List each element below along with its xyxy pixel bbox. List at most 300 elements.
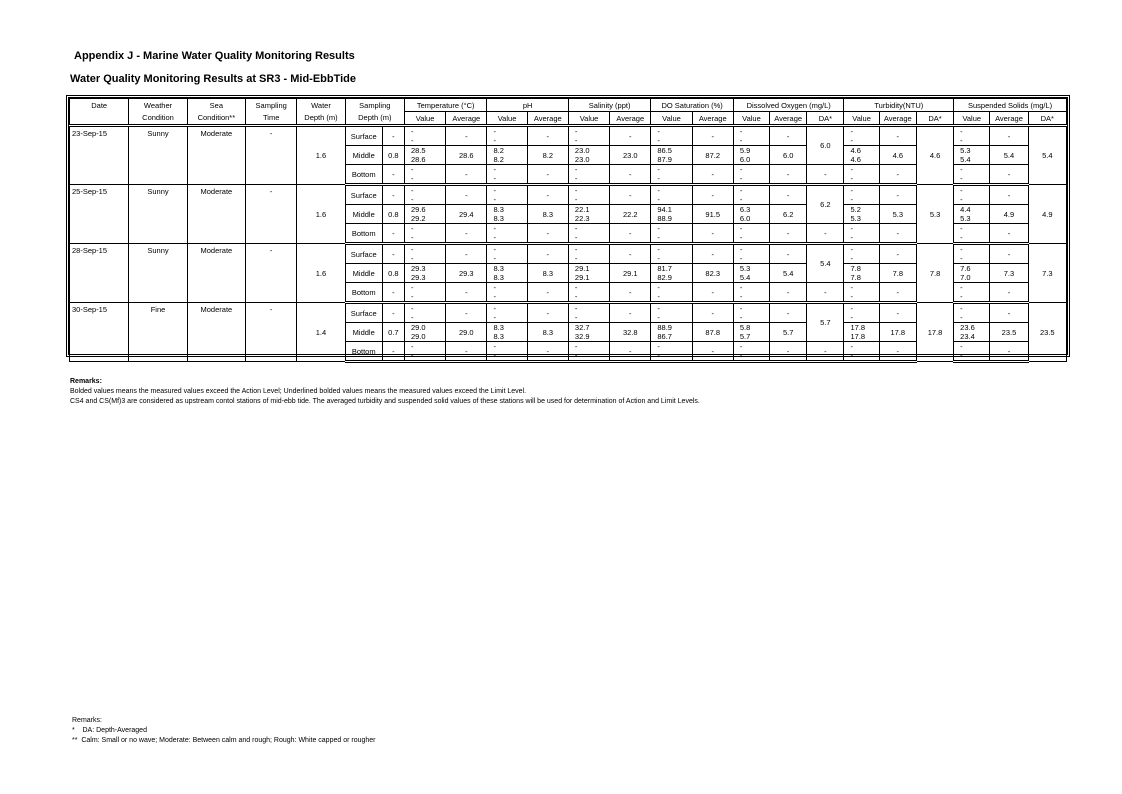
replicate-value: 7.0 (960, 273, 971, 282)
average-cell: 6.2 (770, 205, 807, 224)
value-pair-cell (404, 342, 445, 362)
header-ph: pH (487, 99, 568, 112)
table-row (70, 185, 1067, 205)
value-pair-cell (651, 224, 692, 244)
replicate-value: - (410, 186, 414, 195)
replicate-value: 6.0 (739, 155, 751, 164)
value-pair-cell (568, 264, 609, 283)
average-cell: - (610, 244, 651, 264)
average-cell: 5.7 (770, 323, 807, 342)
average-cell: - (446, 283, 487, 303)
subheader-cell: Value (568, 112, 609, 126)
replicate-value: - (657, 254, 660, 263)
replicate-value: - (493, 127, 496, 136)
average-cell: - (990, 165, 1028, 185)
replicate-value: - (410, 136, 414, 145)
average-cell: - (527, 224, 568, 244)
replicate-value: - (960, 174, 963, 183)
average-cell: 22.2 (610, 205, 651, 224)
replicate-value: - (493, 245, 496, 254)
replicate-value: 6.3 (739, 205, 751, 214)
replicate-value: - (574, 351, 578, 360)
depth-average-cell: 17.8 (916, 303, 953, 362)
average-cell: 8.3 (527, 323, 568, 342)
depth-cell: - (382, 244, 404, 264)
value-pair-cell (844, 224, 879, 244)
replicate-value: 4.6 (850, 146, 861, 155)
replicate-value: - (960, 245, 963, 254)
replicate-value: - (574, 165, 578, 174)
replicate-value: - (739, 174, 743, 183)
replicate-value: - (960, 351, 963, 360)
replicate-value: - (739, 186, 743, 195)
value-pair-cell (568, 126, 609, 146)
value-pair-cell (651, 303, 692, 323)
replicate-value: 6.0 (739, 214, 751, 223)
value-pair-cell (733, 146, 769, 165)
average-cell: 8.3 (527, 205, 568, 224)
replicate-value: - (410, 127, 414, 136)
value-pair-cell (487, 205, 527, 224)
subheader-cell: Depth (m) (297, 112, 345, 126)
replicate-value: - (410, 233, 414, 242)
replicate-value: - (739, 245, 743, 254)
value-pair-cell (733, 323, 769, 342)
replicate-value: - (960, 283, 963, 292)
replicate-value: 8.3 (493, 332, 504, 341)
replicate-value: 8.3 (493, 273, 504, 282)
footnotes-heading: Remarks: (72, 717, 102, 724)
value-pair-cell (844, 205, 879, 224)
value-pair-cell (651, 146, 692, 165)
weather-cell: Sunny (129, 185, 187, 244)
average-cell: - (990, 342, 1028, 362)
value-pair-cell (487, 323, 527, 342)
value-pair-cell (733, 342, 769, 362)
average-cell: 28.6 (446, 146, 487, 165)
table-row (70, 126, 1067, 146)
replicate-value: - (657, 224, 660, 233)
replicate-value: - (493, 313, 496, 322)
value-pair-cell (404, 185, 445, 205)
replicate-value: - (574, 283, 578, 292)
replicate-value: - (410, 304, 414, 313)
replicate-value: - (657, 304, 660, 313)
sampling-time-cell: - (246, 126, 297, 185)
depth-cell: - (382, 185, 404, 205)
average-cell: - (527, 244, 568, 264)
header-temperature: Temperature (°C) (404, 99, 486, 112)
value-pair-cell (651, 185, 692, 205)
depth-average-cell: - (807, 283, 844, 303)
average-cell: - (990, 283, 1028, 303)
depth-cell: - (382, 303, 404, 323)
replicate-value: - (850, 292, 853, 301)
level-cell: Surface (345, 185, 382, 205)
value-pair-cell (954, 205, 990, 224)
value-pair-cell (404, 205, 445, 224)
replicate-value: - (657, 186, 660, 195)
value-pair-cell (568, 205, 609, 224)
value-pair-cell (568, 146, 609, 165)
sea-condition-cell: Moderate (187, 185, 245, 244)
replicate-value: 4.6 (850, 155, 861, 164)
depth-cell: 0.8 (382, 264, 404, 283)
results-table (69, 98, 1067, 363)
value-pair-cell (844, 146, 879, 165)
average-cell: - (770, 224, 807, 244)
sea-condition-cell: Moderate (187, 303, 245, 362)
average-cell: - (692, 244, 733, 264)
average-cell: - (527, 342, 568, 362)
date-cell: 28-Sep-15 (70, 244, 129, 303)
date-cell: 25-Sep-15 (70, 185, 129, 244)
average-cell: 91.5 (692, 205, 733, 224)
replicate-value: - (850, 313, 853, 322)
average-cell: 29.3 (446, 264, 487, 283)
replicate-value: - (657, 245, 660, 254)
average-cell: - (692, 283, 733, 303)
average-cell: - (610, 165, 651, 185)
replicate-value: 5.9 (739, 146, 751, 155)
level-cell: Middle (345, 264, 382, 283)
average-cell: 17.8 (879, 323, 916, 342)
subheader-cell: Average (527, 112, 568, 126)
replicate-value: 86.5 (657, 146, 672, 155)
replicate-value: - (850, 127, 853, 136)
average-cell: 82.3 (692, 264, 733, 283)
value-pair-cell (651, 342, 692, 362)
average-cell: - (692, 342, 733, 362)
average-cell: - (879, 303, 916, 323)
average-cell: - (879, 126, 916, 146)
value-pair-cell (733, 205, 769, 224)
depth-average-cell: 4.9 (1028, 185, 1066, 244)
replicate-value: - (850, 186, 853, 195)
average-cell: 6.0 (770, 146, 807, 165)
replicate-value: 17.8 (850, 332, 866, 341)
value-pair-cell (954, 264, 990, 283)
value-pair-cell (404, 303, 445, 323)
replicate-value: - (410, 245, 414, 254)
average-cell: 32.8 (610, 323, 651, 342)
average-cell: - (610, 224, 651, 244)
subheader-cell: Value (487, 112, 527, 126)
replicate-value: - (657, 174, 660, 183)
depth-cell: - (382, 165, 404, 185)
value-pair-cell (487, 283, 527, 303)
replicate-value: - (410, 254, 414, 263)
water-depth-cell: 1.6 (297, 126, 345, 185)
replicate-value: - (574, 313, 578, 322)
value-pair-cell (954, 146, 990, 165)
weather-cell: Sunny (129, 244, 187, 303)
replicate-value: 17.8 (850, 323, 866, 332)
value-pair-cell (651, 165, 692, 185)
replicate-value: - (574, 304, 578, 313)
value-pair-cell (954, 185, 990, 205)
subheader-cell: Average (610, 112, 651, 126)
depth-cell: - (382, 283, 404, 303)
weather-cell: Sunny (129, 126, 187, 185)
average-cell: 4.9 (990, 205, 1028, 224)
value-pair-cell (568, 323, 609, 342)
level-cell: Middle (345, 205, 382, 224)
average-cell: - (527, 165, 568, 185)
value-pair-cell (733, 185, 769, 205)
value-pair-cell (568, 342, 609, 362)
subheader-cell: Value (954, 112, 990, 126)
replicate-value: - (493, 224, 496, 233)
average-cell: 23.0 (610, 146, 651, 165)
average-cell: 4.6 (879, 146, 916, 165)
table-row (70, 303, 1067, 323)
depth-average-cell: 6.0 (807, 126, 844, 165)
sampling-time-cell: - (246, 185, 297, 244)
average-cell: - (610, 283, 651, 303)
replicate-value: - (960, 136, 963, 145)
replicate-value: 29.0 (410, 332, 426, 341)
replicate-value: 4.4 (960, 205, 971, 214)
replicate-value: - (739, 283, 743, 292)
water-depth-cell: 1.4 (297, 303, 345, 362)
average-cell: - (446, 224, 487, 244)
replicate-value: - (493, 186, 496, 195)
replicate-value: - (493, 165, 496, 174)
subheader-cell: Average (879, 112, 916, 126)
header-sea: Sea (187, 99, 245, 112)
replicate-value: - (960, 195, 963, 204)
value-pair-cell (568, 185, 609, 205)
average-cell: 87.2 (692, 146, 733, 165)
replicate-value: - (657, 127, 660, 136)
footnotes-block (72, 716, 376, 746)
value-pair-cell (487, 244, 527, 264)
value-pair-cell (733, 264, 769, 283)
average-cell: - (879, 342, 916, 362)
value-pair-cell (844, 185, 879, 205)
replicate-value: 23.0 (574, 155, 590, 164)
replicate-value: 88.9 (657, 214, 672, 223)
header-date: Date (70, 99, 129, 112)
replicate-value: - (850, 283, 853, 292)
depth-average-cell: 7.8 (916, 244, 953, 303)
replicate-value: - (574, 254, 578, 263)
value-pair-cell (404, 323, 445, 342)
average-cell: - (879, 244, 916, 264)
level-cell: Surface (345, 303, 382, 323)
header-suspended-solids: Suspended Solids (mg/L) (954, 99, 1067, 112)
replicate-value: - (574, 195, 578, 204)
replicate-value: - (657, 233, 660, 242)
value-pair-cell (487, 264, 527, 283)
replicate-value: - (657, 165, 660, 174)
average-cell: - (610, 185, 651, 205)
replicate-value: 29.1 (574, 264, 590, 273)
average-cell: 87.8 (692, 323, 733, 342)
average-cell: - (527, 126, 568, 146)
subheader-cell: Average (990, 112, 1028, 126)
remarks-line: CS4 and CS(Mf)3 are considered as upstream contol stations of mid-ebb tide. The averaged turbidity and suspended solid values of these stations will be used for determination of Action and Limit Levels. (70, 398, 700, 405)
replicate-value: - (493, 304, 496, 313)
value-pair-cell (487, 146, 527, 165)
value-pair-cell (954, 224, 990, 244)
header-sampling: Sampling (246, 99, 297, 112)
replicate-value: 5.7 (739, 332, 751, 341)
sampling-time-cell: - (246, 303, 297, 362)
value-pair-cell (404, 224, 445, 244)
replicate-value: - (574, 245, 578, 254)
value-pair-cell (651, 244, 692, 264)
replicate-value: - (960, 233, 963, 242)
replicate-value: 5.3 (960, 146, 971, 155)
header-weather: Weather (129, 99, 187, 112)
replicate-value: 29.6 (410, 205, 426, 214)
footnote-line: ** Calm: Small or no wave; Moderate: Between calm and rough; Rough: White capped or rougher (72, 737, 376, 744)
subheader-cell: DA* (1028, 112, 1066, 126)
replicate-value: 81.7 (657, 264, 672, 273)
average-cell: - (879, 224, 916, 244)
average-cell: - (879, 283, 916, 303)
replicate-value: 8.2 (493, 146, 504, 155)
replicate-value: - (657, 283, 660, 292)
replicate-value: 23.6 (960, 323, 975, 332)
average-cell: 5.4 (990, 146, 1028, 165)
value-pair-cell (651, 283, 692, 303)
replicate-value: 22.1 (574, 205, 590, 214)
subheader-cell: Depth (m) (345, 112, 404, 126)
subheader-cell: Condition (129, 112, 187, 126)
average-cell: - (770, 185, 807, 205)
average-cell: - (610, 303, 651, 323)
header-water: Water (297, 99, 345, 112)
average-cell: - (692, 126, 733, 146)
level-cell: Surface (345, 126, 382, 146)
replicate-value: - (960, 342, 963, 351)
replicate-value: 7.8 (850, 273, 861, 282)
date-cell: 30-Sep-15 (70, 303, 129, 362)
replicate-value: - (850, 195, 853, 204)
average-cell: - (990, 126, 1028, 146)
average-cell: 8.2 (527, 146, 568, 165)
level-cell: Surface (345, 244, 382, 264)
level-cell: Middle (345, 146, 382, 165)
average-cell: 7.8 (879, 264, 916, 283)
replicate-value: - (739, 351, 743, 360)
subheader-cell: Average (692, 112, 733, 126)
replicate-value: 29.1 (574, 273, 590, 282)
replicate-value: 5.2 (850, 205, 861, 214)
average-cell: - (990, 224, 1028, 244)
replicate-value: 8.2 (493, 155, 504, 164)
value-pair-cell (568, 303, 609, 323)
value-pair-cell (844, 165, 879, 185)
value-pair-cell (733, 165, 769, 185)
replicate-value: 5.8 (739, 323, 751, 332)
depth-average-cell: 5.3 (916, 185, 953, 244)
replicate-value: 82.9 (657, 273, 672, 282)
remarks-heading: Remarks: (70, 378, 102, 385)
replicate-value: - (410, 195, 414, 204)
average-cell: - (770, 342, 807, 362)
depth-average-cell: - (807, 224, 844, 244)
level-cell: Bottom (345, 342, 382, 362)
subheader-cell: Value (844, 112, 879, 126)
value-pair-cell (487, 303, 527, 323)
depth-average-cell: 4.6 (916, 126, 953, 185)
replicate-value: 94.1 (657, 205, 672, 214)
average-cell: - (990, 303, 1028, 323)
results-table-frame (66, 95, 1070, 360)
depth-cell: 0.7 (382, 323, 404, 342)
value-pair-cell (733, 244, 769, 264)
average-cell: - (610, 342, 651, 362)
average-cell: 5.3 (879, 205, 916, 224)
page-title: Appendix J - Marine Water Quality Monitoring Results (74, 50, 355, 62)
replicate-value: - (410, 351, 414, 360)
replicate-value: 29.0 (410, 323, 426, 332)
depth-average-cell: 7.3 (1028, 244, 1066, 303)
average-cell: - (446, 342, 487, 362)
replicate-value: 5.3 (850, 214, 861, 223)
replicate-value: - (739, 136, 743, 145)
replicate-value: - (493, 351, 496, 360)
average-cell: 29.1 (610, 264, 651, 283)
value-pair-cell (404, 244, 445, 264)
replicate-value: - (493, 233, 496, 242)
replicate-value: 7.8 (850, 264, 861, 273)
replicate-value: 29.3 (410, 264, 426, 273)
average-cell: - (770, 165, 807, 185)
replicate-value: - (850, 165, 853, 174)
average-cell: 23.5 (990, 323, 1028, 342)
replicate-value: - (739, 127, 743, 136)
replicate-value: - (657, 351, 660, 360)
replicate-value: - (493, 195, 496, 204)
value-pair-cell (733, 283, 769, 303)
water-depth-cell: 1.6 (297, 185, 345, 244)
replicate-value: - (574, 342, 578, 351)
depth-cell: - (382, 126, 404, 146)
replicate-value: - (960, 313, 963, 322)
average-cell: - (770, 283, 807, 303)
value-pair-cell (954, 283, 990, 303)
average-cell: 29.0 (446, 323, 487, 342)
average-cell: - (446, 165, 487, 185)
replicate-value: - (960, 186, 963, 195)
replicate-value: - (410, 174, 414, 183)
value-pair-cell (651, 126, 692, 146)
replicate-value: - (493, 136, 496, 145)
replicate-value: - (410, 165, 414, 174)
replicate-value: 8.3 (493, 214, 504, 223)
table-row (70, 244, 1067, 264)
subheader-cell: Condition** (187, 112, 245, 126)
replicate-value: - (850, 136, 853, 145)
replicate-value: - (739, 165, 743, 174)
value-pair-cell (844, 264, 879, 283)
replicate-value: - (410, 313, 414, 322)
replicate-value: - (574, 186, 578, 195)
depth-cell: 0.8 (382, 205, 404, 224)
average-cell: - (527, 283, 568, 303)
value-pair-cell (651, 264, 692, 283)
replicate-value: - (493, 254, 496, 263)
replicate-value: 8.3 (493, 205, 504, 214)
subheader-cell: DA* (807, 112, 844, 126)
average-cell: 7.3 (990, 264, 1028, 283)
average-cell: - (692, 224, 733, 244)
